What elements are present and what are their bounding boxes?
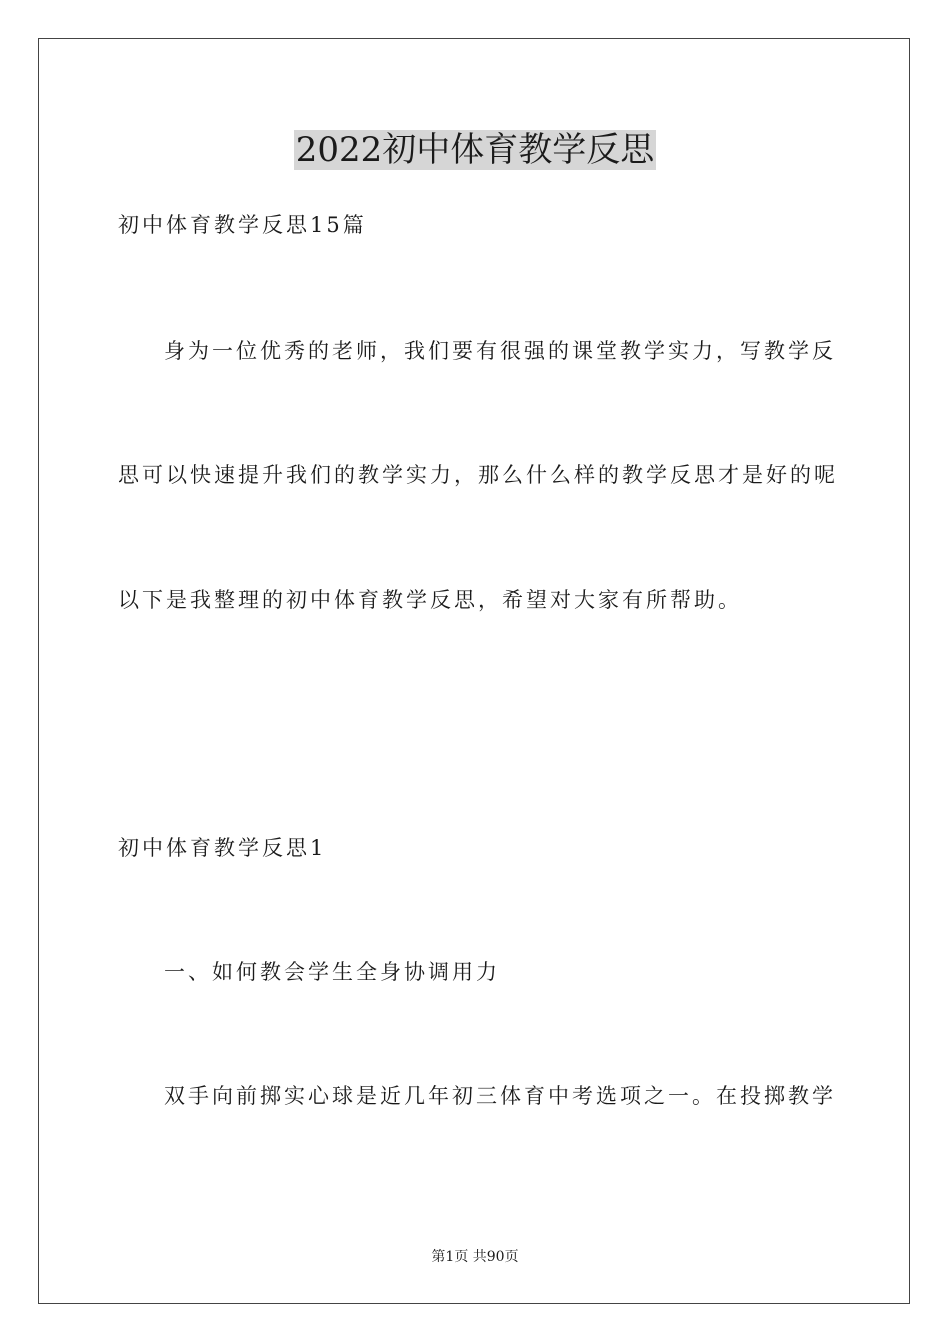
subsection-heading: 一、如何教会学生全身协调用力 [164, 960, 500, 984]
document-title-text: 2022初中体育教学反思 [295, 130, 655, 170]
section-heading: 初中体育教学反思1 [118, 836, 327, 860]
intro-line-1: 身为一位优秀的老师，我们要有很强的课堂教学实力，写教学反 [164, 339, 836, 363]
document-title [0, 128, 950, 172]
document-subtitle: 初中体育教学反思15篇 [118, 213, 367, 237]
intro-line-3: 以下是我整理的初中体育教学反思，希望对大家有所帮助。 [118, 588, 742, 612]
page-footer: 第1页 共90页 [431, 1249, 519, 1265]
body-line-1: 双手向前掷实心球是近几年初三体育中考选项之一。在投掷教学 [164, 1084, 836, 1108]
intro-line-2: 思可以快速提升我们的教学实力，那么什么样的教学反思才是好的呢 [118, 463, 838, 487]
